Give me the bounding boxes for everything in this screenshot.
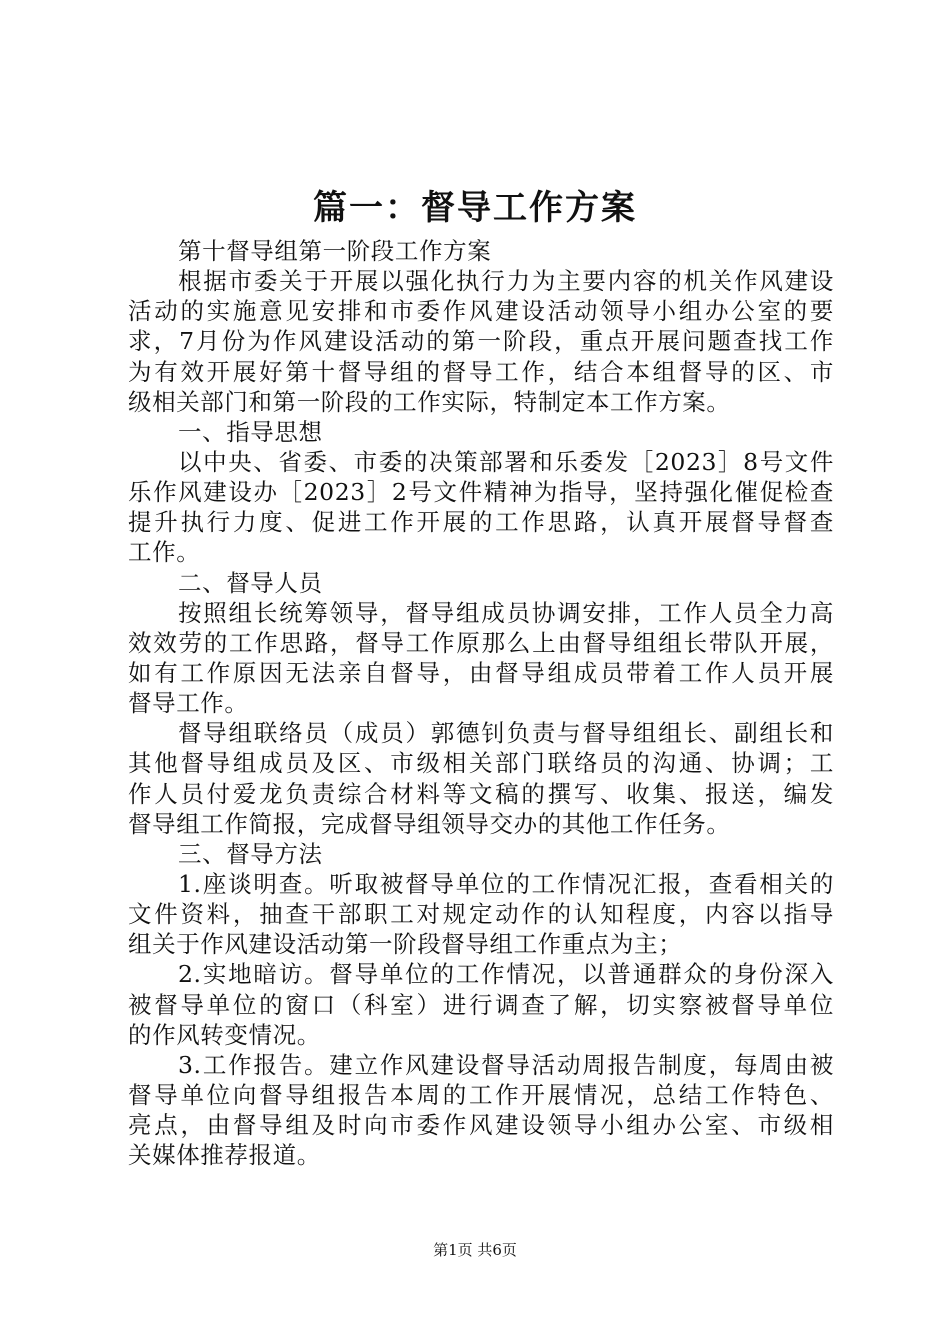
- page-number: 第1页 共6页: [433, 1241, 517, 1259]
- text-line: 督导组工作简报，完成督导组领导交办的其他工作任务。: [128, 809, 731, 838]
- text-line: 活动的实施意见安排和市委作风建设活动领导小组办公室的要: [128, 297, 834, 326]
- section-heading: 二、督导人员: [178, 568, 323, 597]
- text-line: 提升执行力度、促进工作开展的工作思路，认真开展督导督查: [128, 508, 834, 537]
- text-line: 组关于作风建设活动第一阶段督导组工作重点为主；: [128, 930, 683, 959]
- text-line: 以中央、省委、市委的决策部署和乐委发［2023］8号文件: [178, 447, 834, 476]
- text-line: 第十督导组第一阶段工作方案: [178, 237, 492, 265]
- text-line: 按照组长统筹领导，督导组成员协调安排，工作人员全力高: [178, 598, 834, 627]
- document-body: [128, 236, 834, 1170]
- text-line: 如有工作原因无法亲自督导，由督导组成员带着工作人员开展: [128, 658, 834, 687]
- text-line: 被督导单位的窗口（科室）进行调查了解，切实察被督导单位: [128, 990, 834, 1019]
- text-line: 级相关部门和第一阶段的工作实际，特制定本工作方案。: [128, 387, 731, 416]
- text-line: 作人员付爱龙负责综合材料等文稿的撰写、收集、报送，编发: [128, 779, 834, 808]
- text-line: 的作风转变情况。: [128, 1020, 321, 1049]
- text-line: 督导组联络员（成员）郭德钊负责与督导组组长、副组长和: [178, 719, 834, 748]
- text-line: 根据市委关于开展以强化执行力为主要内容的机关作风建设: [178, 267, 834, 296]
- text-line: 为有效开展好第十督导组的督导工作，结合本组督导的区、市: [128, 357, 834, 386]
- text-line: 3.工作报告。建立作风建设督导活动周报告制度，每周由被: [178, 1050, 834, 1079]
- text-line: 督导单位向督导组报告本周的工作开展情况，总结工作特色、: [128, 1080, 834, 1109]
- text-line: 求，7月份为作风建设活动的第一阶段，重点开展问题查找工作: [128, 327, 834, 356]
- text-line: 其他督导组成员及区、市级相关部门联络员的沟通、协调；工: [128, 749, 834, 778]
- text-line: 效效劳的工作思路，督导工作原那么上由督导组组长带队开展，: [128, 628, 834, 657]
- text-line: 1.座谈明查。听取被督导单位的工作情况汇报，查看相关的: [178, 869, 834, 898]
- section-heading: 三、督导方法: [178, 839, 323, 868]
- text-line: 工作。: [128, 538, 201, 567]
- text-line: 督导工作。: [128, 689, 249, 718]
- text-line: 亮点，由督导组及时向市委作风建设领导小组办公室、市级相: [128, 1111, 834, 1140]
- document-title: 篇一：督导工作方案: [313, 188, 637, 228]
- text-line: 乐作风建设办［2023］2号文件精神为指导，坚持强化催促检查: [128, 478, 834, 507]
- text-line: 2.实地暗访。督导单位的工作情况，以普通群众的身份深入: [178, 960, 834, 989]
- section-heading: 一、指导思想: [178, 417, 323, 446]
- text-line: 关媒体推荐报道。: [128, 1141, 321, 1170]
- text-line: 文件资料，抽查干部职工对规定动作的认知程度，内容以指导: [128, 900, 834, 929]
